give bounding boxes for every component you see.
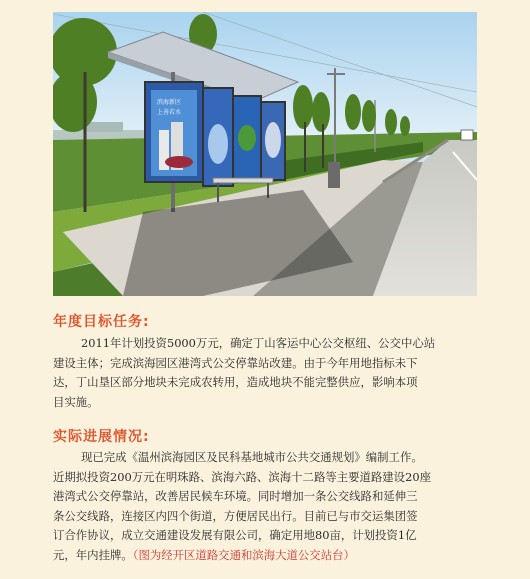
text-line: 目实施。 xyxy=(53,394,99,409)
text-line: 现已完成《温州滨海园区及民科基地城市公共交通规划》编制工作。 xyxy=(81,450,423,464)
text-line: 2011年计划投资5000万元，确定丁山客运中心公交枢纽、公交中心站 xyxy=(81,336,436,350)
billboard-line-2: 上善若水 xyxy=(157,109,182,116)
text-line: 近期拟投资200万元在明珠路、滨海六路、滨海十二路等主要道路建设20座 xyxy=(53,469,431,484)
photo-caption: （图为经开区道路交通和滨海大道公交站台） xyxy=(132,547,355,562)
text-line-last xyxy=(53,546,478,566)
actual-progress-paragraph xyxy=(53,448,478,566)
text-line: 条公交线路，连接区内四个街道，方便居民出行。目前已与市交运集团签 xyxy=(53,508,418,523)
annual-target-paragraph xyxy=(53,334,478,412)
text-line: 达，丁山垦区部分地块未完成农转用，造成地块不能完整供应，影响本项 xyxy=(53,375,418,390)
text-line: 订合作协议，成立交通建设发展有限公司，确定用地80亩，计划投资1亿 xyxy=(53,528,417,543)
last-line-text: 元，年内挂牌。 xyxy=(53,547,133,562)
section-title-actual-progress: 实际进展情况: xyxy=(53,429,150,445)
text-line: 建设主体；完成滨海园区港湾式公交停靠站改建。由于今年用地指标未下 xyxy=(53,355,418,370)
billboard-line-1: 滨海新区 xyxy=(157,99,182,106)
bus-stop-photo xyxy=(53,12,477,296)
text-line: 港湾式公交停靠站，改善居民候车环境。同时增加一条公交线路和延伸三 xyxy=(53,489,418,504)
section-title-annual-target: 年度目标任务: xyxy=(53,314,150,330)
